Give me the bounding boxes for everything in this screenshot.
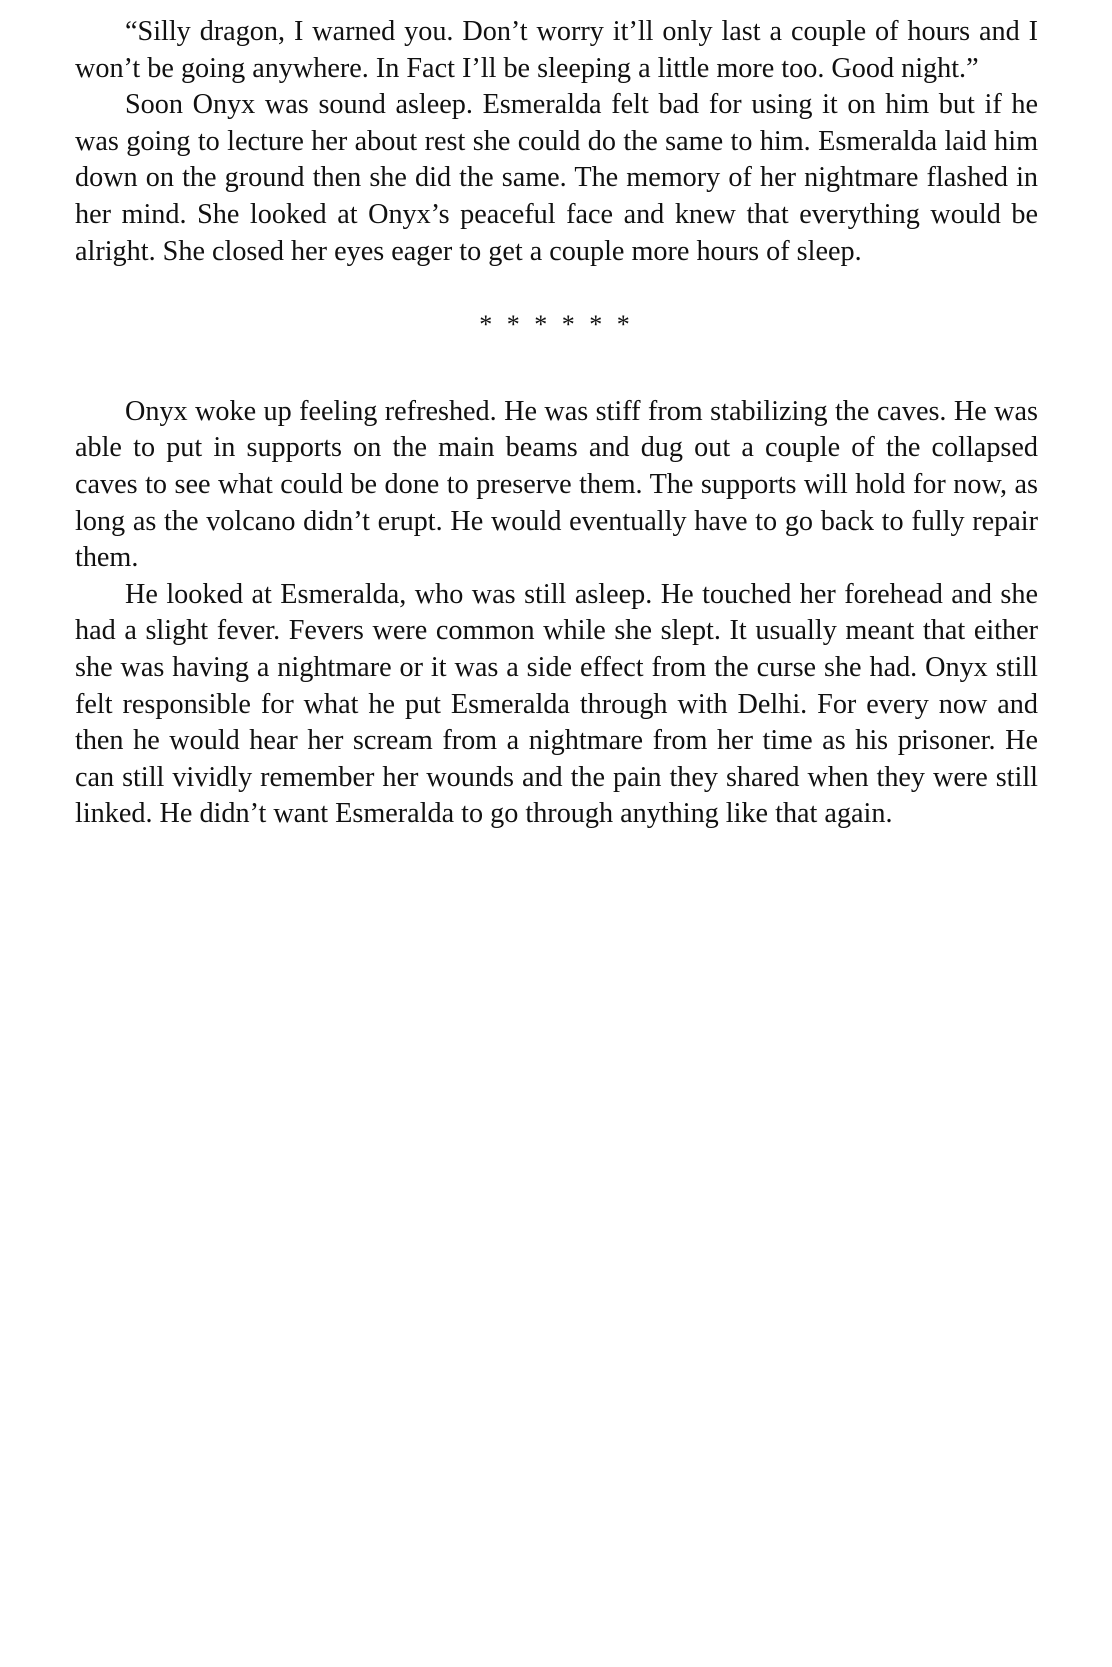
book-page [75, 14, 1038, 833]
paragraph-onyx-asleep: Soon Onyx was sound asleep. Esmeralda felt bad for using it on him but if he was going to lecture her about rest she could do the same to him. Esmeralda laid him down on the ground then she did the same. The memory of her nightmare flashed in her mind. She looked at Onyx’s peaceful face and knew that everything would be alright. She closed her eyes eager to get a couple more hours of sleep. [75, 89, 1038, 267]
paragraph-esmeralda-fever: He looked at Esmeralda, who was still asleep. He touched her forehead and she had a slight fever. Fevers were common while she slept. It usually meant that either she was having a nightmare or it was a side effect from the curse she had. Onyx still felt responsible for what he put Esmeralda through with Delhi. For every now and then he would hear her scream from a nightmare from her time as his prisoner. He can still vividly remember her wounds and the pain they shared when they were still linked. He didn’t want Esmeralda to go through anything like that again. [75, 578, 1038, 830]
scene-break-asterisks: * * * * * * [479, 310, 634, 340]
paragraph-onyx-woke-up: Onyx woke up feeling refreshed. He was stiff from stabilizing the caves. He was able to put in supports on the main beams and dug out a couple of the collapsed caves to see what could be done to preserve them. The supports will hold for now, as long as the volcano didn’t erupt. He would eventually have to go back to fully repair them. [75, 395, 1038, 574]
paragraph-dialogue-good-night: “Silly dragon, I warned you. Don’t worry it’ll only last a couple of hours and I won’t be going anywhere. In Fact I’ll be sleeping a little more too. Good night.” [75, 16, 1038, 84]
